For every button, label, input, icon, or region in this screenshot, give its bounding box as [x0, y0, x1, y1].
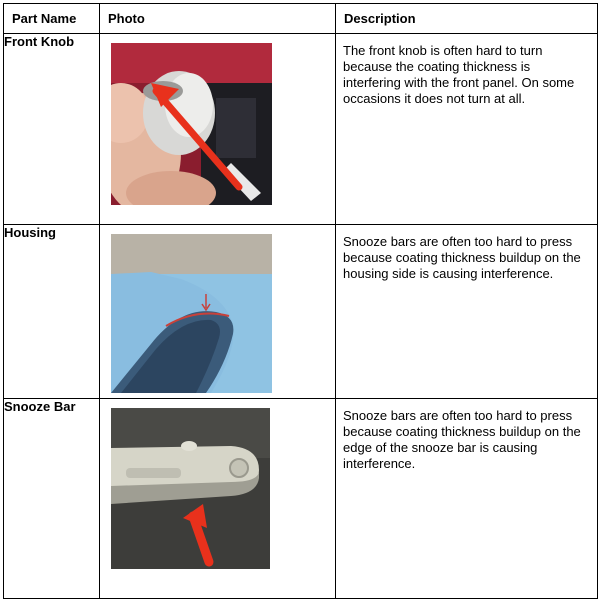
part-name-cell: Housing	[4, 225, 100, 399]
table-row	[4, 399, 598, 599]
part-name-cell: Snooze Bar	[4, 399, 100, 599]
photo-cell	[100, 34, 336, 225]
description-cell: Snooze bars are often too hard to press because coating thickness buildup on the housing side is causing interference.	[336, 225, 598, 399]
photo-cell	[100, 399, 336, 599]
header-part-name: Part Name	[4, 4, 100, 34]
header-description: Description	[336, 4, 598, 34]
table-header-row	[4, 4, 598, 34]
description-cell: Snooze bars are often too hard to press because coating thickness buildup on the edge of the snooze bar is causing interference.	[336, 399, 598, 599]
description-cell: The front knob is often hard to turn because the coating thickness is interfering with the front panel. On some occasions it does not turn at all.	[336, 34, 598, 225]
snooze-bar-photo	[111, 408, 270, 569]
parts-table	[3, 3, 598, 599]
housing-photo	[111, 234, 272, 393]
header-photo: Photo	[100, 4, 336, 34]
table-row	[4, 34, 598, 225]
photo-cell	[100, 225, 336, 399]
part-name-cell: Front Knob	[4, 34, 100, 225]
front-knob-photo	[111, 43, 272, 205]
table-row	[4, 225, 598, 399]
